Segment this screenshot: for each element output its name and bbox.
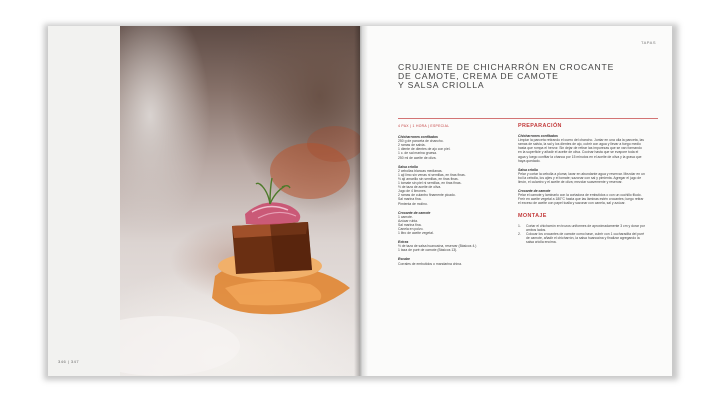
ingredient-line: 1 c. de sal marina gruesa. bbox=[398, 151, 438, 156]
montaje-step bbox=[518, 232, 646, 244]
ingredient-line: 1 taza de puré de camote (Básicos 13). bbox=[398, 248, 458, 253]
title-line: CRUJIENTE DE CHICHARRÓN EN CROCANTE bbox=[398, 62, 615, 72]
ingredient-group-heading: Chicharrones confitados bbox=[398, 135, 438, 140]
camote-crisp-highlight bbox=[225, 281, 321, 306]
ingredient-line: ½ de taza de salsa huancaína, reservar (Básicos 4.) bbox=[398, 244, 477, 249]
ingredient-line: Pimienta de molino. bbox=[398, 201, 428, 206]
ingredient-line: 250 g de panceta de chancho. bbox=[398, 139, 444, 144]
ingredient-group-heading: Salsa criolla bbox=[398, 164, 418, 169]
right-page bbox=[360, 26, 672, 376]
book-spine bbox=[354, 26, 368, 376]
title-line: DE CAMOTE, CREMA DE CAMOTE bbox=[398, 71, 559, 81]
step-text: Cortar el chicharrón en trozos uniformes de aproximadamente 3 cm y dorar por ambos lados. bbox=[526, 223, 645, 232]
ingredient-line: Sal marina fina. bbox=[398, 197, 422, 202]
ingredient-line: Sal marina fina. bbox=[398, 222, 422, 227]
ingredient-line: 1 ají limo sin venas ni semillas, en tiras finas. bbox=[398, 172, 466, 177]
food-illustration bbox=[120, 26, 360, 376]
chicharron-side bbox=[270, 222, 312, 272]
prep-step-text: Limpiar la panceta retirando el cuero del chancho. Juntar en una olla la panceta, las ramas de salvia, la sal y los dientes de ajo, cubrir con agua y llevar a fuego medio hasta que rompa el hervor. Sin dejar de retirar las impurezas que se van formando en la superficie y añadir el aceite de oliva. Cocinar hasta que se evapore toda el agua y luego confitar la chanca por 15 minutos en el aceite de oliva y la grasa que haya quedado. bbox=[518, 138, 644, 163]
ingredient-group-heading: Escabe bbox=[398, 257, 410, 262]
recipe-title bbox=[398, 63, 618, 90]
ingredient-line: 1 camote. bbox=[398, 214, 413, 219]
foreground-blur bbox=[120, 316, 240, 376]
ingredient-line: Azúcar rubia. bbox=[398, 218, 418, 223]
ingredient-line: 2 cebollas blancas medianas. bbox=[398, 168, 443, 173]
ingredient-line: 2 ramas de salvia. bbox=[398, 143, 426, 148]
ingredient-group-heading: Extras bbox=[398, 240, 409, 245]
page-number-left: 346 | 347 bbox=[58, 359, 80, 364]
ingredient-line: 1 tomate sin piel ni semillas, en tiras finas. bbox=[398, 181, 462, 186]
food-photo bbox=[120, 26, 360, 376]
section-label: TAPAS bbox=[640, 40, 656, 45]
title-line: Y SALSA CRIOLLA bbox=[398, 80, 485, 90]
ingredient-line: 2 ramas de culantro finamente picado. bbox=[398, 193, 456, 198]
ingredient-line: ½ de taza de aceite de oliva. bbox=[398, 185, 442, 190]
ingredient-line: ½ ají amarillo sin semillas, en tiras finas. bbox=[398, 176, 459, 181]
ingredient-line: Jugo de 4 limones. bbox=[398, 189, 427, 194]
ingredient-line: 1 litro de aceite vegetal. bbox=[398, 231, 434, 236]
preparation-column bbox=[518, 124, 646, 244]
recipe-tag: 4 PAX | 1 HORA | ESPECIAL bbox=[398, 124, 450, 128]
prep-step-heading: Crocante de camote bbox=[518, 189, 551, 194]
ingredient-line: Corrales de embutidos o mandarina china. bbox=[398, 261, 462, 266]
step-number: 2. bbox=[518, 231, 521, 236]
left-page bbox=[48, 26, 360, 376]
prep-step-text: Pelar y cortar la cebolla a pluma; lavar en abundante agua y reservar. Mezclar en un bol la cebolla, los ajíes y el tomate; sazonar con sal y pimienta. Agregar el jugo de limón, el culantro y el aceite de oliva; mezclar suavemente y reservar. bbox=[518, 171, 645, 185]
ingredient-line: 250 ml de aceite de oliva. bbox=[398, 155, 437, 160]
prep-step-heading: Salsa criolla bbox=[518, 167, 538, 172]
montaje-heading: MONTAJE bbox=[518, 212, 547, 219]
preparation-heading: PREPARACIÓN bbox=[518, 123, 562, 129]
title-divider bbox=[398, 118, 658, 119]
ingredients-column bbox=[398, 124, 514, 266]
ingredient-line: Canela en polvo. bbox=[398, 226, 424, 231]
step-number: 1. bbox=[518, 223, 521, 228]
prep-step-text: Pelar el camote y laminarlo con la cortadora de embutidos o con un cuchillo filudo. Freír en aceite vegetal a 180°C hasta que las láminas estén crocantes; luego retirar el exceso de aceite con papel toalla y sazonar con canela, sal y azúcar. bbox=[518, 193, 644, 206]
prep-step-heading: Chicharrones confitados bbox=[518, 134, 558, 139]
step-text: Colocar los crocantes de camote como base, cubrir con 1 cucharadita del puré de camote, añadir el chicharrón, la salsa huancaína y finalizar agregando la salsa criolla encima. bbox=[526, 231, 645, 244]
ingredient-line: 1 diente de dientes de ajo con piel. bbox=[398, 147, 451, 152]
ingredient-group-heading: Crocante de camote bbox=[398, 210, 431, 215]
montaje-step bbox=[518, 224, 646, 232]
